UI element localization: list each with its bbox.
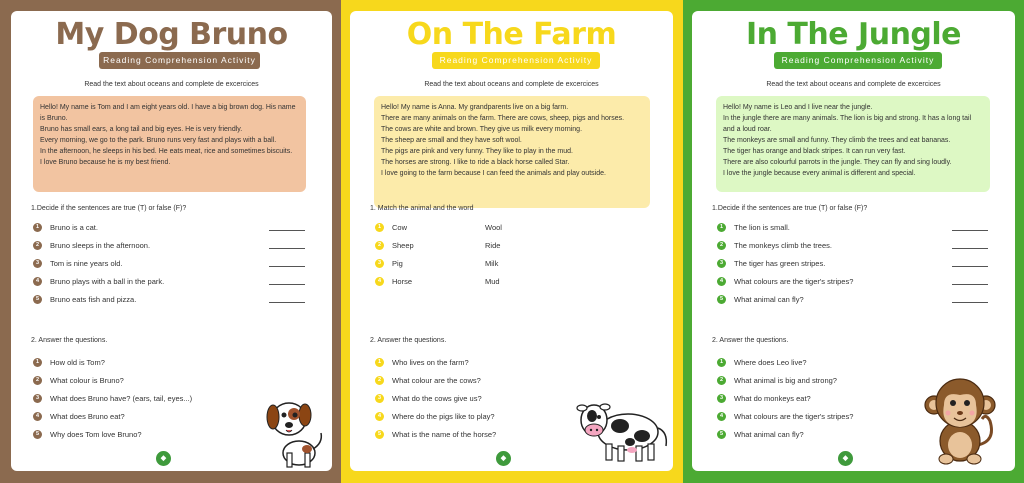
question-text: What animal can fly? bbox=[734, 430, 804, 439]
answer-blank[interactable] bbox=[952, 248, 988, 249]
number-bullet: 3 bbox=[375, 394, 384, 403]
number-bullet: 4 bbox=[33, 412, 42, 421]
list-item bbox=[375, 394, 575, 412]
panel-jungle bbox=[683, 0, 1024, 483]
statement-text: Bruno eats fish and pizza. bbox=[50, 295, 137, 304]
number-bullet: 1 bbox=[375, 223, 384, 232]
statement-text: The lion is small. bbox=[734, 223, 790, 232]
list-item bbox=[375, 358, 575, 376]
question-text: What is the name of the horse? bbox=[392, 430, 497, 439]
list-item bbox=[33, 295, 305, 313]
question-text: What animal is big and strong? bbox=[734, 376, 837, 385]
list-item bbox=[717, 376, 917, 394]
question-1-heading: 1.Decide if the sentences are true (T) or false (F)? bbox=[712, 205, 868, 212]
number-bullet: 2 bbox=[375, 241, 384, 250]
reading-line: Hello! My name is Leo and I live near the jungle. bbox=[723, 104, 873, 111]
question-text: What does Bruno have? (ears, tail, eyes...) bbox=[50, 394, 193, 403]
number-bullet: 4 bbox=[33, 277, 42, 286]
number-bullet: 3 bbox=[717, 394, 726, 403]
answer-blank[interactable] bbox=[952, 302, 988, 303]
brand-logo-icon: ◆ bbox=[496, 451, 511, 466]
question-text: What do the cows give us? bbox=[392, 394, 482, 403]
matching-list bbox=[375, 223, 575, 295]
animal-text: Sheep bbox=[392, 241, 414, 250]
match-word: Wool bbox=[485, 223, 502, 232]
subtitle-badge: Reading Comprehension Activity bbox=[432, 52, 600, 69]
question-text: How old is Tom? bbox=[50, 358, 105, 367]
number-bullet: 2 bbox=[33, 241, 42, 250]
statement-text: What animal can fly? bbox=[734, 295, 804, 304]
reading-line: In the afternoon, he sleeps in his bed. He eats meat, rice and sometimes biscuits. bbox=[40, 148, 293, 155]
statement-text: Bruno sleeps in the afternoon. bbox=[50, 241, 151, 250]
brand-logo-icon: ◆ bbox=[838, 451, 853, 466]
panel-dog bbox=[0, 0, 341, 483]
number-bullet: 4 bbox=[375, 412, 384, 421]
list-item bbox=[33, 358, 253, 376]
instructions: Read the text about oceans and complete de excercices bbox=[424, 81, 599, 88]
number-bullet: 1 bbox=[33, 358, 42, 367]
list-item bbox=[33, 259, 305, 277]
list-item bbox=[375, 376, 575, 394]
statement-text: The monkeys climb the trees. bbox=[734, 241, 832, 250]
number-bullet: 2 bbox=[717, 241, 726, 250]
worksheet-card bbox=[692, 11, 1015, 471]
questions-list bbox=[33, 358, 253, 448]
reading-text-box bbox=[716, 96, 990, 192]
list-item bbox=[375, 259, 575, 277]
reading-text-box bbox=[374, 96, 650, 208]
number-bullet: 1 bbox=[717, 223, 726, 232]
animal-text: Pig bbox=[392, 259, 403, 268]
number-bullet: 4 bbox=[375, 277, 384, 286]
number-bullet: 3 bbox=[717, 259, 726, 268]
list-item bbox=[33, 412, 253, 430]
number-bullet: 3 bbox=[375, 259, 384, 268]
worksheet-card bbox=[350, 11, 673, 471]
worksheet-title: On The Farm bbox=[406, 17, 617, 52]
question-text: Where do the pigs like to play? bbox=[392, 412, 495, 421]
list-item bbox=[33, 223, 305, 241]
reading-line: I love the jungle because every animal is different and special. bbox=[723, 170, 916, 177]
question-text: Where does Leo live? bbox=[734, 358, 807, 367]
answer-blank[interactable] bbox=[952, 284, 988, 285]
match-word: Milk bbox=[485, 259, 499, 268]
list-item bbox=[375, 241, 575, 259]
dog-illustration bbox=[261, 391, 331, 469]
reading-line: There are also colourful parrots in the jungle. They can fly and sing loudly. bbox=[723, 159, 952, 166]
answer-blank[interactable] bbox=[952, 230, 988, 231]
list-item bbox=[717, 394, 917, 412]
list-item bbox=[717, 223, 988, 241]
list-item bbox=[33, 277, 305, 295]
question-text: What colours are the tiger's stripes? bbox=[734, 412, 854, 421]
question-2-heading: 2. Answer the questions. bbox=[31, 337, 108, 344]
reading-line: Every morning, we go to the park. Bruno runs very fast and plays with a ball. bbox=[40, 137, 277, 144]
question-1-heading: 1.Decide if the sentences are true (T) or false (F)? bbox=[31, 205, 187, 212]
statement-text: Tom is nine years old. bbox=[50, 259, 123, 268]
statement-text: Bruno is a cat. bbox=[50, 223, 98, 232]
list-item bbox=[375, 430, 575, 448]
list-item bbox=[717, 412, 917, 430]
list-item bbox=[717, 241, 988, 259]
questions-list bbox=[375, 358, 575, 448]
number-bullet: 4 bbox=[717, 277, 726, 286]
list-item bbox=[33, 376, 253, 394]
reading-line: In the jungle there are many animals. The lion is big and strong. It has a long tail and a loud roar. bbox=[723, 115, 972, 133]
number-bullet: 3 bbox=[33, 394, 42, 403]
list-item bbox=[717, 295, 988, 313]
instructions: Read the text about oceans and complete de excercices bbox=[766, 81, 941, 88]
reading-text-box bbox=[33, 96, 306, 192]
answer-blank[interactable] bbox=[952, 266, 988, 267]
answer-blank[interactable] bbox=[269, 248, 305, 249]
question-text: What do monkeys eat? bbox=[734, 394, 811, 403]
list-item bbox=[717, 430, 917, 448]
number-bullet: 2 bbox=[717, 376, 726, 385]
reading-line: I love going to the farm because I can feed the animals and play outside. bbox=[381, 170, 606, 177]
instructions: Read the text about oceans and complete de excercices bbox=[84, 81, 259, 88]
number-bullet: 4 bbox=[717, 412, 726, 421]
question-text: Who lives on the farm? bbox=[392, 358, 469, 367]
number-bullet: 1 bbox=[717, 358, 726, 367]
worksheet-card bbox=[11, 11, 332, 471]
subtitle-badge: Reading Comprehension Activity bbox=[99, 52, 260, 69]
reading-line: The sheep are small and they have soft wool. bbox=[381, 137, 522, 144]
number-bullet: 5 bbox=[33, 295, 42, 304]
list-item bbox=[717, 358, 917, 376]
list-item bbox=[33, 430, 253, 448]
number-bullet: 2 bbox=[33, 376, 42, 385]
reading-line: I love Bruno because he is my best friend. bbox=[40, 159, 171, 166]
subtitle-badge: Reading Comprehension Activity bbox=[774, 52, 942, 69]
match-word: Ride bbox=[485, 241, 501, 250]
brand-logo-icon: ◆ bbox=[156, 451, 171, 466]
list-item bbox=[33, 394, 253, 412]
answer-blank[interactable] bbox=[269, 284, 305, 285]
true-false-list bbox=[33, 223, 305, 313]
reading-line: The cows are white and brown. They give us milk every morning. bbox=[381, 126, 583, 133]
number-bullet: 5 bbox=[717, 430, 726, 439]
number-bullet: 5 bbox=[33, 430, 42, 439]
number-bullet: 2 bbox=[375, 376, 384, 385]
number-bullet: 1 bbox=[33, 223, 42, 232]
reading-line: The pigs are pink and very funny. They like to play in the mud. bbox=[381, 148, 573, 155]
worksheet-title: In The Jungle bbox=[745, 17, 962, 52]
reading-line: The horses are strong. I like to ride a black horse called Star. bbox=[381, 159, 570, 166]
statement-text: What colours are the tiger's stripes? bbox=[734, 277, 854, 286]
answer-blank[interactable] bbox=[269, 266, 305, 267]
number-bullet: 5 bbox=[375, 430, 384, 439]
list-item bbox=[375, 223, 575, 241]
question-2-heading: 2. Answer the questions. bbox=[712, 337, 789, 344]
reading-line: Bruno has small ears, a long tail and big eyes. He is very friendly. bbox=[40, 126, 243, 133]
list-item bbox=[717, 277, 988, 295]
reading-line: Hello! My name is Anna. My grandparents live on a big farm. bbox=[381, 104, 569, 111]
reading-line: There are many animals on the farm. There are cows, sheep, pigs and horses. bbox=[381, 115, 625, 122]
reading-line: The tiger has orange and black stripes. It can run very fast. bbox=[723, 148, 906, 155]
statement-text: Bruno plays with a ball in the park. bbox=[50, 277, 165, 286]
animal-text: Horse bbox=[392, 277, 413, 286]
reading-line: The monkeys are small and funny. They climb the trees and eat bananas. bbox=[723, 137, 951, 144]
question-text: Why does Tom love Bruno? bbox=[50, 430, 142, 439]
list-item bbox=[375, 412, 575, 430]
list-item bbox=[375, 277, 575, 295]
panel-farm bbox=[341, 0, 683, 483]
statement-text: The tiger has green stripes. bbox=[734, 259, 826, 268]
question-1-heading: 1. Match the animal and the word bbox=[370, 205, 474, 212]
question-text: What does Bruno eat? bbox=[50, 412, 125, 421]
monkey-illustration bbox=[922, 375, 998, 467]
number-bullet: 3 bbox=[33, 259, 42, 268]
question-text: What colour is Bruno? bbox=[50, 376, 124, 385]
list-item bbox=[33, 241, 305, 259]
cow-illustration bbox=[572, 394, 672, 466]
list-item bbox=[717, 259, 988, 277]
reading-line: Hello! My name is Tom and I am eight years old. I have a big brown dog. His name is Bruno. bbox=[40, 104, 296, 122]
answer-blank[interactable] bbox=[269, 302, 305, 303]
number-bullet: 1 bbox=[375, 358, 384, 367]
question-text: What colour are the cows? bbox=[392, 376, 481, 385]
worksheet-title: My Dog Bruno bbox=[55, 17, 288, 52]
answer-blank[interactable] bbox=[269, 230, 305, 231]
number-bullet: 5 bbox=[717, 295, 726, 304]
match-word: Mud bbox=[485, 277, 500, 286]
animal-text: Cow bbox=[392, 223, 408, 232]
true-false-list bbox=[717, 223, 988, 313]
question-2-heading: 2. Answer the questions. bbox=[370, 337, 447, 344]
questions-list bbox=[717, 358, 917, 448]
